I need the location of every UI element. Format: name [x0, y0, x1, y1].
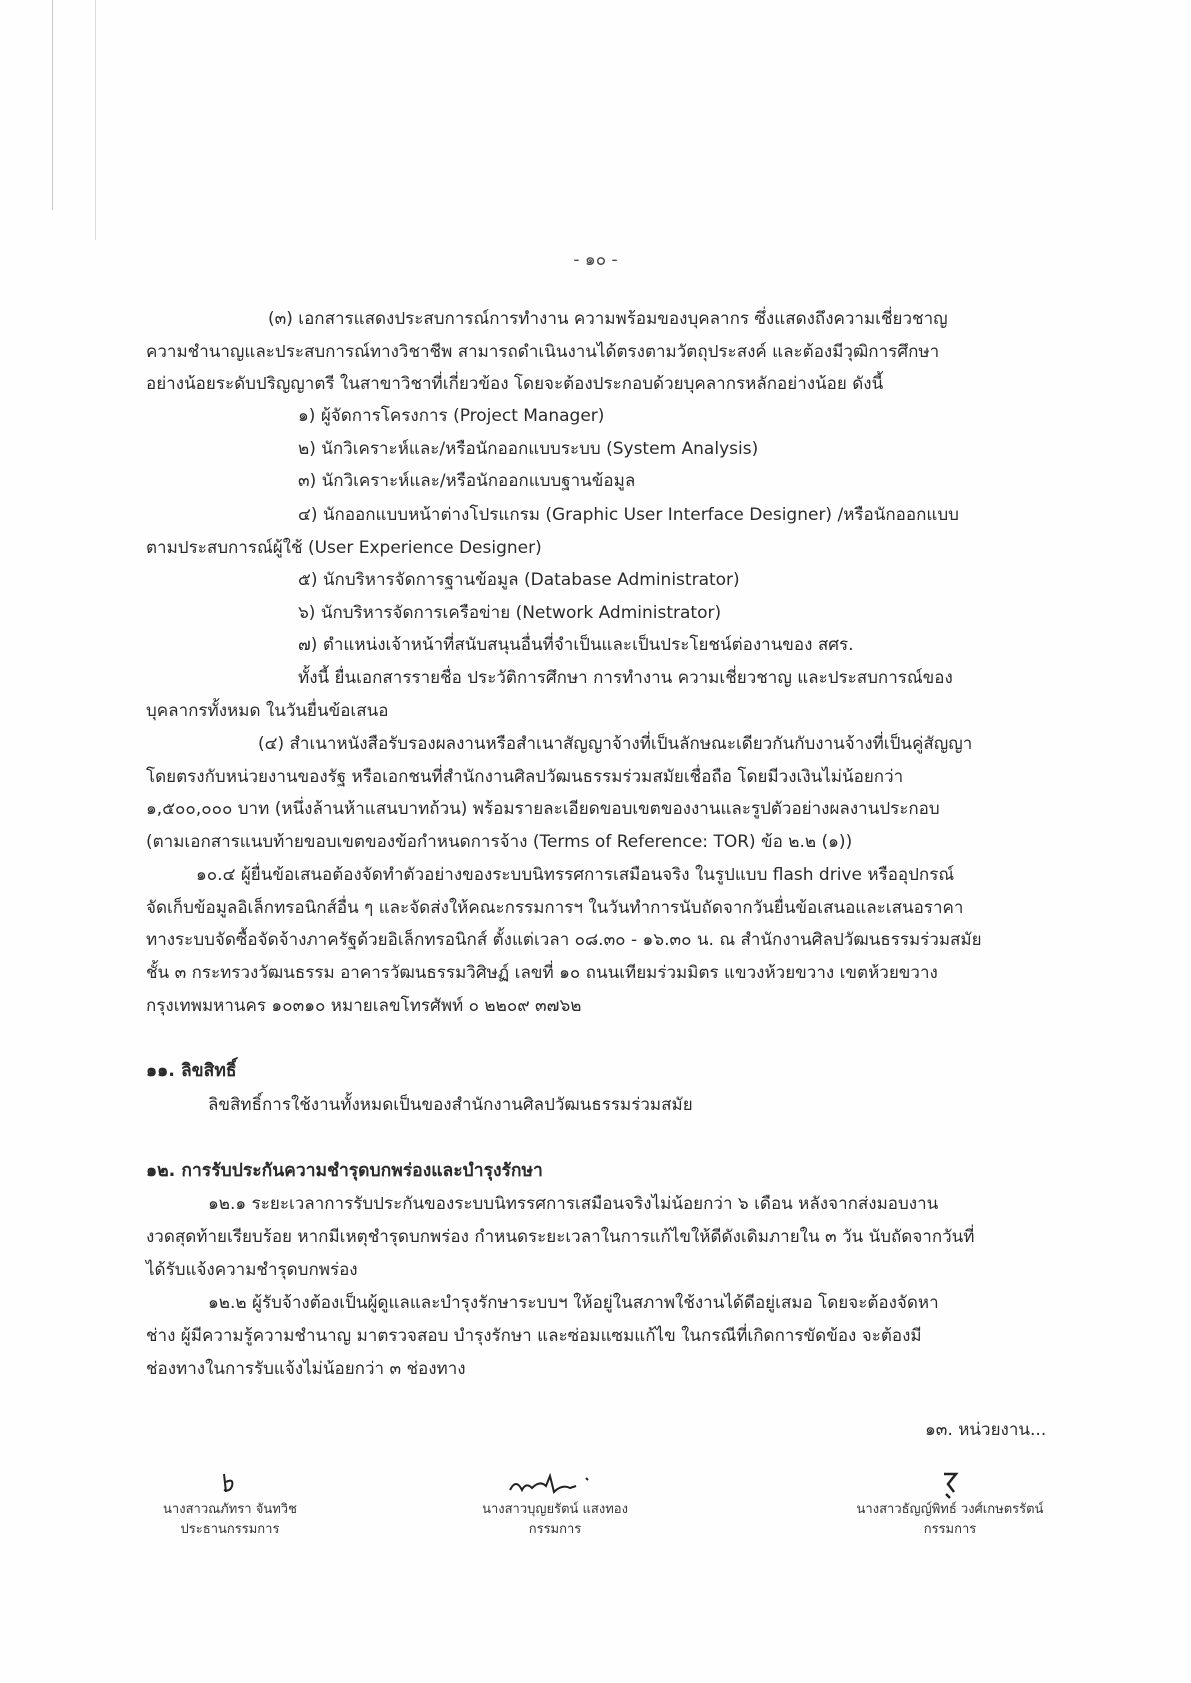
personnel-note: ทั้งนี้ ยื่นเอกสารรายชื่อ ประวัติการศึกษา การทำงาน ความเชี่ยวชาญ และประสบการณ์ของ	[298, 668, 953, 688]
section-12-1-line: งวดสุดท้ายเรียบร้อย หากมีเหตุชำรุดบกพร่อง กำหนดระยะเวลาในการแก้ไขให้ดีดังเดิมภายใน ๓ วัน นับถัดจากวันที่	[146, 1227, 975, 1247]
item-4-line: (๔) สำเนาหนังสือรับรองผลงานหรือสำเนาสัญญาจ้างที่เป็นลักษณะเดียวกันกับงานจ้างที่เป็นคู่สัญญา	[258, 734, 973, 754]
section-12-2-line: ๑๒.๒ ผู้รับจ้างต้องเป็นผู้ดูแลและบำรุงรักษาระบบฯ ให้อยู่ในสภาพใช้งานได้ดีอยู่เสมอ โดยจะต้องจัดหา	[208, 1293, 939, 1313]
signature-block-member	[830, 1470, 1070, 1540]
personnel-item-continued: ตามประสบการณ์ผู้ใช้ (User Experience Designer)	[146, 538, 542, 558]
signature-block-chair	[140, 1470, 320, 1540]
signer-name: นางสาวบุญยรัตน์ แสงทอง	[482, 1502, 628, 1517]
personnel-item: ๓) นักวิเคราะห์และ/หรือนักออกแบบฐานข้อมูล	[298, 471, 636, 491]
personnel-item: ๕) นักบริหารจัดการฐานข้อมูล (Database Administrator)	[298, 570, 740, 590]
personnel-item: ๖) นักบริหารจัดการเครือข่าย (Network Administrator)	[298, 603, 722, 623]
personnel-item: ๒) นักวิเคราะห์และ/หรือนักออกแบบระบบ (System Analysis)	[298, 439, 759, 459]
continuation-marker: ๑๓. หน่วยงาน...	[925, 1420, 1047, 1440]
section-12-1-line: ๑๒.๑ ระยะเวลาการรับประกันของระบบนิทรรศการเสมือนจริงไม่น้อยกว่า ๖ เดือน หลังจากส่งมอบงาน	[208, 1194, 939, 1214]
signer-role: ประธานกรรมการ	[180, 1522, 280, 1537]
signer-name: นางสาวธัญญ์พิทธ์ วงศ์เกษตรรัตน์	[856, 1502, 1044, 1517]
section-12-2-line: ช่าง ผู้มีความรู้ความชำนาญ มาตรวจสอบ บำรุงรักษา และซ่อมแซมแก้ไข ในกรณีที่เกิดการขัดข้อง จะต้องมี	[146, 1326, 922, 1346]
section-11-heading: ๑๑. ลิขสิทธิ์	[146, 1061, 237, 1081]
section-10-4-line: กรุงเทพมหานคร ๑๐๓๑๐ หมายเลขโทรศัพท์ ๐ ๒๒๐๙ ๓๗๖๒	[146, 996, 582, 1016]
section-10-4-line: ๑๐.๔ ผู้ยื่นข้อเสนอต้องจัดทำตัวอย่างของระบบนิทรรศการเสมือนจริง ในรูปแบบ flash drive หรืออุปกรณ์	[196, 865, 955, 885]
page-number: - ๑๐ -	[573, 250, 618, 270]
personnel-item: ๗) ตำแหน่งเจ้าหน้าที่สนับสนุนอื่นที่จำเป็นและเป็นประโยชน์ต่องานของ สศร.	[298, 635, 854, 655]
scan-edge-line	[95, 0, 96, 240]
item-4-line: โดยตรงกับหน่วยงานของรัฐ หรือเอกชนที่สำนักงานศิลปวัฒนธรรมร่วมสมัยเชื่อถือ โดยมีวงเงินไม่น้อยกว่า	[146, 767, 904, 787]
handwritten-signature	[830, 1470, 1070, 1500]
section-11-body: ลิขสิทธิ์การใช้งานทั้งหมดเป็นของสำนักงานศิลปวัฒนธรรมร่วมสมัย	[208, 1095, 693, 1115]
personnel-note: บุคลากรทั้งหมด ในวันยื่นข้อเสนอ	[146, 701, 389, 721]
scan-edge-line	[52, 0, 53, 210]
section-12-heading: ๑๒. การรับประกันความชำรุดบกพร่องและบำรุงรักษา	[146, 1161, 543, 1181]
item-3-line: (๓) เอกสารแสดงประสบการณ์การทำงาน ความพร้อมของบุคลากร ซึ่งแสดงถึงความเชี่ยวชาญ	[268, 309, 948, 329]
item-4-line: ๑,๕๐๐,๐๐๐ บาท (หนึ่งล้านห้าแสนบาทถ้วน) พร้อมรายละเอียดขอบเขตของงานและรูปตัวอย่างผลงานประกอบ	[146, 799, 940, 819]
signer-role: กรรมการ	[923, 1522, 977, 1537]
signer-role: กรรมการ	[528, 1522, 582, 1537]
section-10-4-line: ทางระบบจัดซื้อจัดจ้างภาครัฐด้วยอิเล็กทรอนิกส์ ตั้งแต่เวลา ๐๘.๓๐ - ๑๖.๓๐ น. ณ สำนักงานศิลปวัฒนธรรมร่วมสมัย	[146, 930, 982, 950]
section-10-4-line: จัดเก็บข้อมูลอิเล็กทรอนิกส์อื่น ๆ และจัดส่งให้คณะกรรมการฯ ในวันทำการนับถัดจากวันยื่นข้อเสนอและเสนอราคา	[146, 898, 964, 918]
signature-block-member	[450, 1470, 660, 1540]
section-12-1-line: ได้รับแจ้งความชำรุดบกพร่อง	[146, 1260, 358, 1280]
item-3-line: อย่างน้อยระดับปริญญาตรี ในสาขาวิชาที่เกี่ยวข้อง โดยจะต้องประกอบด้วยบุคลากรหลักอย่างน้อย ดังนี้	[146, 374, 884, 394]
handwritten-signature	[450, 1470, 660, 1500]
item-4-line: (ตามเอกสารแนบท้ายขอบเขตของข้อกำหนดการจ้าง (Terms of Reference: TOR) ข้อ ๒.๒ (๑))	[146, 832, 853, 852]
personnel-item: ๔) นักออกแบบหน้าต่างโปรแกรม (Graphic User Interface Designer) /หรือนักออกแบบ	[298, 505, 959, 525]
section-10-4-line: ชั้น ๓ กระทรวงวัฒนธรรม อาคารวัฒนธรรมวิศิษฏ์ เลขที่ ๑๐ ถนนเทียมร่วมมิตร แขวงห้วยขวาง เขตห้วยขวาง	[146, 963, 938, 983]
section-12-2-line: ช่องทางในการรับแจ้งไม่น้อยกว่า ๓ ช่องทาง	[146, 1359, 466, 1379]
signer-name: นางสาวณภัทรา จันทวิช	[163, 1502, 297, 1517]
handwritten-signature	[140, 1470, 320, 1500]
personnel-item: ๑) ผู้จัดการโครงการ (Project Manager)	[298, 406, 605, 426]
item-3-line: ความชำนาญและประสบการณ์ทางวิชาชีพ สามารถดำเนินงานได้ตรงตามวัตถุประสงค์ และต้องมีวุฒิการศึกษา	[146, 342, 940, 362]
